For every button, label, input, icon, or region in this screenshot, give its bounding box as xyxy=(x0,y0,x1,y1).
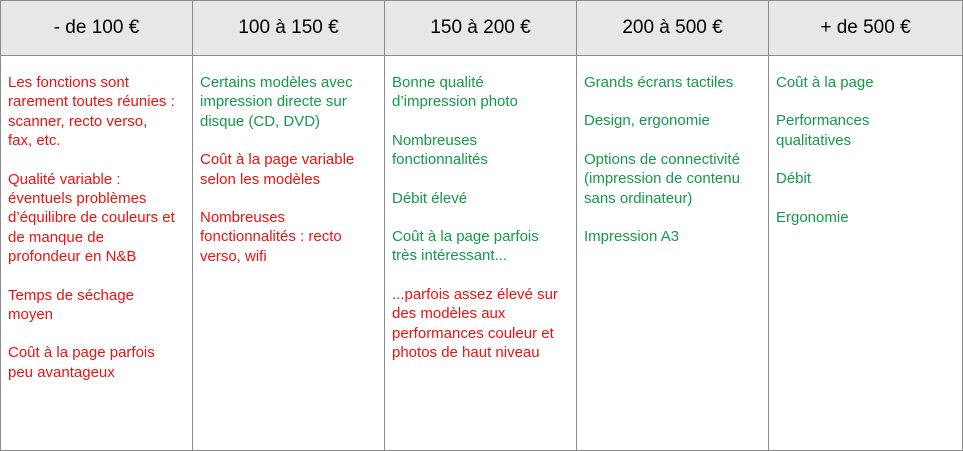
column-150-200 xyxy=(385,56,577,450)
advantage-item: Bonne qualité d’impression photo xyxy=(392,74,518,111)
drawback-item: Les fonctions sont rarement toutes réunies : scanner, recto verso, fax, etc. xyxy=(8,74,175,150)
header-100-150: 100 à 150 € xyxy=(193,1,385,56)
column-200-500 xyxy=(577,56,769,450)
column-over-500 xyxy=(769,56,962,450)
advantage-item: Design, ergonomie xyxy=(584,112,710,130)
advantage-item: Débit élevé xyxy=(392,189,468,207)
advantage-item: Performances qualitatives xyxy=(776,112,870,149)
column-100-150 xyxy=(193,56,385,450)
advantage-item: Impression A3 xyxy=(584,228,680,246)
header-under-100: - de 100 € xyxy=(1,1,193,56)
advantage-item: Débit xyxy=(776,170,812,188)
advantage-item: Coût à la page parfois très intéressant... xyxy=(392,228,539,265)
drawback-item: Nombreuses fonctionnalités : recto verso, wifi xyxy=(200,209,342,265)
drawback-item: ...parfois assez élevé sur des modèles aux performances couleur et photos de haut niveau xyxy=(392,285,558,362)
advantage-item: Nombreuses fonctionnalités xyxy=(392,131,488,169)
header-200-500: 200 à 500 € xyxy=(577,1,769,56)
drawback-item: Qualité variable : éventuels problèmes d’équilibre de couleurs et de manque de profondeur en N&B xyxy=(8,170,175,266)
drawback-item: Coût à la page variable selon les modèles xyxy=(200,151,355,188)
advantage-item: Options de connectivité (impression de contenu sans ordinateur) xyxy=(584,150,740,207)
header-over-500: + de 500 € xyxy=(769,1,962,56)
drawback-item: Coût à la page parfois peu avantageux xyxy=(8,344,155,381)
advantage-item: Coût à la page xyxy=(776,74,874,91)
header-150-200: 150 à 200 € xyxy=(385,1,577,56)
advantage-item: Certains modèles avec impression directe sur disque (CD, DVD) xyxy=(200,74,353,130)
column-under-100 xyxy=(1,56,193,450)
advantage-item: Ergonomie xyxy=(776,208,849,226)
advantage-item: Grands écrans tactiles xyxy=(584,74,734,91)
drawback-item: Temps de séchage moyen xyxy=(8,286,134,324)
